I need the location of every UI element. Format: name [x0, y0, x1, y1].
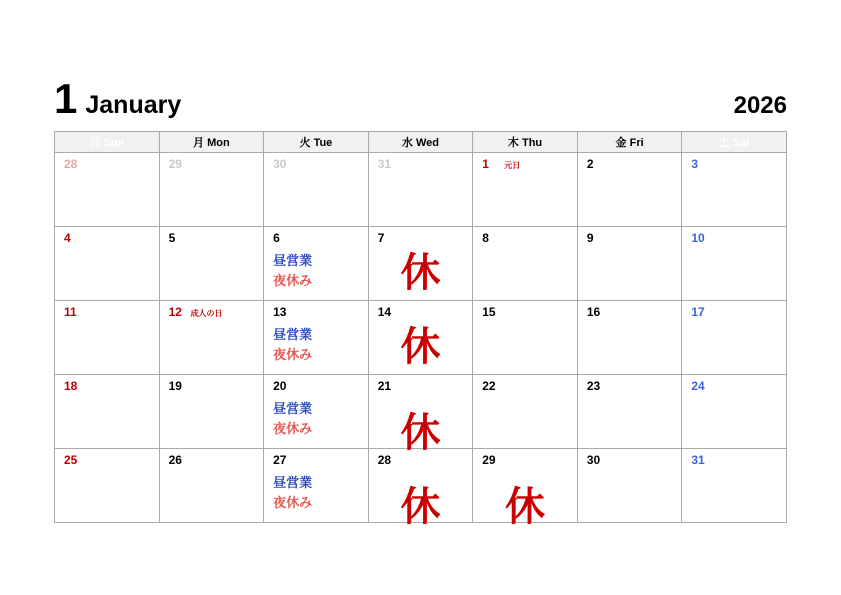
- weekday-header-tue-jp: 火: [299, 137, 311, 149]
- calendar-day-cell[interactable]: [682, 301, 787, 375]
- calendar-day-cell[interactable]: [159, 375, 264, 449]
- calendar-week-row: [55, 227, 787, 301]
- weekday-header-thu-jp: 木: [507, 137, 519, 149]
- calendar-day-cell[interactable]: [55, 227, 160, 301]
- day-number: 30: [273, 157, 287, 171]
- lunch-open-label: 昼営業: [273, 475, 313, 490]
- weekday-header-fri-jp: 金: [615, 137, 627, 149]
- day-number: 16: [586, 305, 601, 319]
- calendar-day-cell[interactable]: [368, 449, 473, 529]
- business-hours-note: [273, 325, 312, 365]
- month-name: January: [85, 91, 182, 119]
- calendar-day-cell[interactable]: [159, 153, 264, 227]
- day-number: 8: [482, 231, 489, 245]
- calendar-week-row: [55, 301, 787, 375]
- day-number: 24: [691, 379, 705, 393]
- day-number: 17: [691, 305, 705, 319]
- closed-mark: 休: [400, 251, 441, 295]
- calendar-week-row: [55, 449, 787, 523]
- weekday-header-mon-en: Mon: [207, 137, 230, 149]
- business-hours-note: [273, 473, 312, 513]
- weekday-header-sun-jp: 日: [89, 137, 101, 149]
- day-number: 31: [377, 157, 392, 171]
- holiday-label: 元日: [504, 161, 521, 170]
- day-number: 20: [273, 379, 287, 393]
- day-number: 11: [64, 305, 77, 319]
- day-number: 25: [64, 453, 78, 467]
- day-number: 26: [168, 453, 182, 467]
- calendar-day-cell[interactable]: [473, 227, 578, 301]
- calendar-day-cell[interactable]: [55, 301, 160, 375]
- day-number: 6: [273, 231, 280, 245]
- day-number: 15: [482, 305, 496, 319]
- day-number: 13: [273, 305, 287, 319]
- day-number: 29: [168, 157, 182, 171]
- calendar-day-cell[interactable]: [368, 227, 473, 301]
- weekday-header-wed: [368, 132, 473, 153]
- business-hours-note: [273, 251, 312, 291]
- calendar-day-cell[interactable]: [264, 449, 369, 523]
- day-number: 30: [586, 453, 601, 467]
- day-number: 2: [586, 157, 594, 171]
- calendar-day-cell[interactable]: [577, 153, 682, 227]
- lunch-open-label: 昼営業: [273, 327, 313, 342]
- weekday-header-sun: [55, 132, 160, 153]
- calendar-week-row: [55, 153, 787, 227]
- day-number: 19: [168, 379, 182, 393]
- calendar-day-cell[interactable]: [55, 153, 160, 227]
- calendar-day-cell[interactable]: [577, 449, 682, 523]
- night-closed-label: 夜休み: [273, 495, 313, 511]
- calendar-day-cell[interactable]: [473, 301, 578, 375]
- night-closed-label: 夜休み: [273, 347, 313, 363]
- calendar-day-cell[interactable]: [473, 375, 578, 449]
- day-number: 4: [64, 231, 71, 245]
- weekday-header-wed-en: Wed: [415, 137, 440, 149]
- calendar-day-cell[interactable]: [577, 301, 682, 375]
- day-number: 14: [377, 305, 392, 319]
- day-number: 28: [64, 157, 78, 171]
- weekday-header-mon-jp: 月: [193, 137, 204, 149]
- calendar-table: [54, 131, 787, 529]
- lunch-open-label: 昼営業: [273, 401, 313, 416]
- lunch-open-label: 昼営業: [273, 253, 313, 268]
- weekday-header-thu-en: Thu: [521, 137, 543, 149]
- calendar-day-cell[interactable]: [159, 227, 264, 301]
- month-number: 1: [54, 75, 77, 122]
- day-number: 22: [482, 379, 496, 393]
- calendar-day-cell[interactable]: [473, 153, 578, 227]
- weekday-header-sat-en: Sat: [732, 137, 750, 149]
- weekday-header-sat: [682, 132, 787, 153]
- weekday-header-sat-jp: 土: [718, 137, 730, 149]
- holiday-label: 成人の日: [190, 309, 223, 318]
- day-number: 27: [273, 453, 287, 467]
- day-number: 9: [586, 231, 594, 245]
- calendar-day-cell[interactable]: [264, 375, 369, 449]
- day-number: 23: [586, 379, 601, 393]
- weekday-header-thu: [473, 132, 578, 153]
- calendar-day-cell[interactable]: [264, 153, 369, 227]
- day-number: 21: [377, 379, 392, 393]
- calendar-day-cell[interactable]: [55, 375, 160, 449]
- weekday-header-row: [55, 132, 787, 153]
- calendar-day-cell[interactable]: [368, 301, 473, 375]
- closed-mark: 休: [400, 485, 441, 529]
- day-number: 3: [691, 157, 699, 171]
- night-closed-label: 夜休み: [273, 273, 313, 289]
- closed-mark: 休: [505, 485, 546, 529]
- weekday-header-wed-jp: 水: [401, 137, 413, 149]
- weekday-header-fri-en: Fri: [629, 137, 644, 149]
- calendar-week-row: [55, 375, 787, 449]
- business-hours-note: [273, 399, 312, 439]
- day-number: 10: [691, 231, 705, 245]
- day-number: 7: [377, 231, 385, 245]
- calendar-day-cell[interactable]: [682, 227, 787, 301]
- day-number: 18: [64, 379, 78, 393]
- calendar-day-cell[interactable]: [577, 375, 682, 449]
- weekday-header-tue-en: Tue: [313, 137, 333, 149]
- calendar-day-cell[interactable]: [159, 301, 264, 375]
- day-number: 12: [168, 305, 182, 319]
- calendar-day-cell[interactable]: [368, 153, 473, 227]
- calendar-day-cell[interactable]: [55, 449, 160, 523]
- month-title: [54, 75, 182, 122]
- calendar-day-cell[interactable]: [159, 449, 264, 523]
- closed-mark: 休: [400, 325, 441, 369]
- weekday-header-sun-en: Sun: [103, 137, 125, 149]
- day-number: 29: [482, 453, 496, 467]
- calendar-day-cell[interactable]: [473, 449, 578, 529]
- closed-mark: 休: [400, 411, 441, 455]
- calendar-day-cell[interactable]: [682, 449, 787, 523]
- day-number: 5: [168, 231, 176, 245]
- year-label: 2026: [733, 92, 787, 119]
- calendar-header: [54, 72, 787, 120]
- calendar-day-cell[interactable]: [577, 227, 682, 301]
- calendar-day-cell[interactable]: [682, 153, 787, 227]
- day-number: 28: [377, 453, 392, 467]
- calendar-body: [55, 153, 787, 529]
- calendar-day-cell[interactable]: [368, 375, 473, 455]
- calendar-day-cell[interactable]: [264, 227, 369, 301]
- weekday-header-tue: [264, 132, 369, 153]
- day-number: 31: [691, 453, 705, 467]
- weekday-header-mon: [159, 132, 264, 153]
- calendar-day-cell[interactable]: [264, 301, 369, 375]
- weekday-header-fri: [577, 132, 682, 153]
- day-number: 1: [482, 157, 489, 171]
- calendar-day-cell[interactable]: [682, 375, 787, 449]
- night-closed-label: 夜休み: [273, 421, 313, 437]
